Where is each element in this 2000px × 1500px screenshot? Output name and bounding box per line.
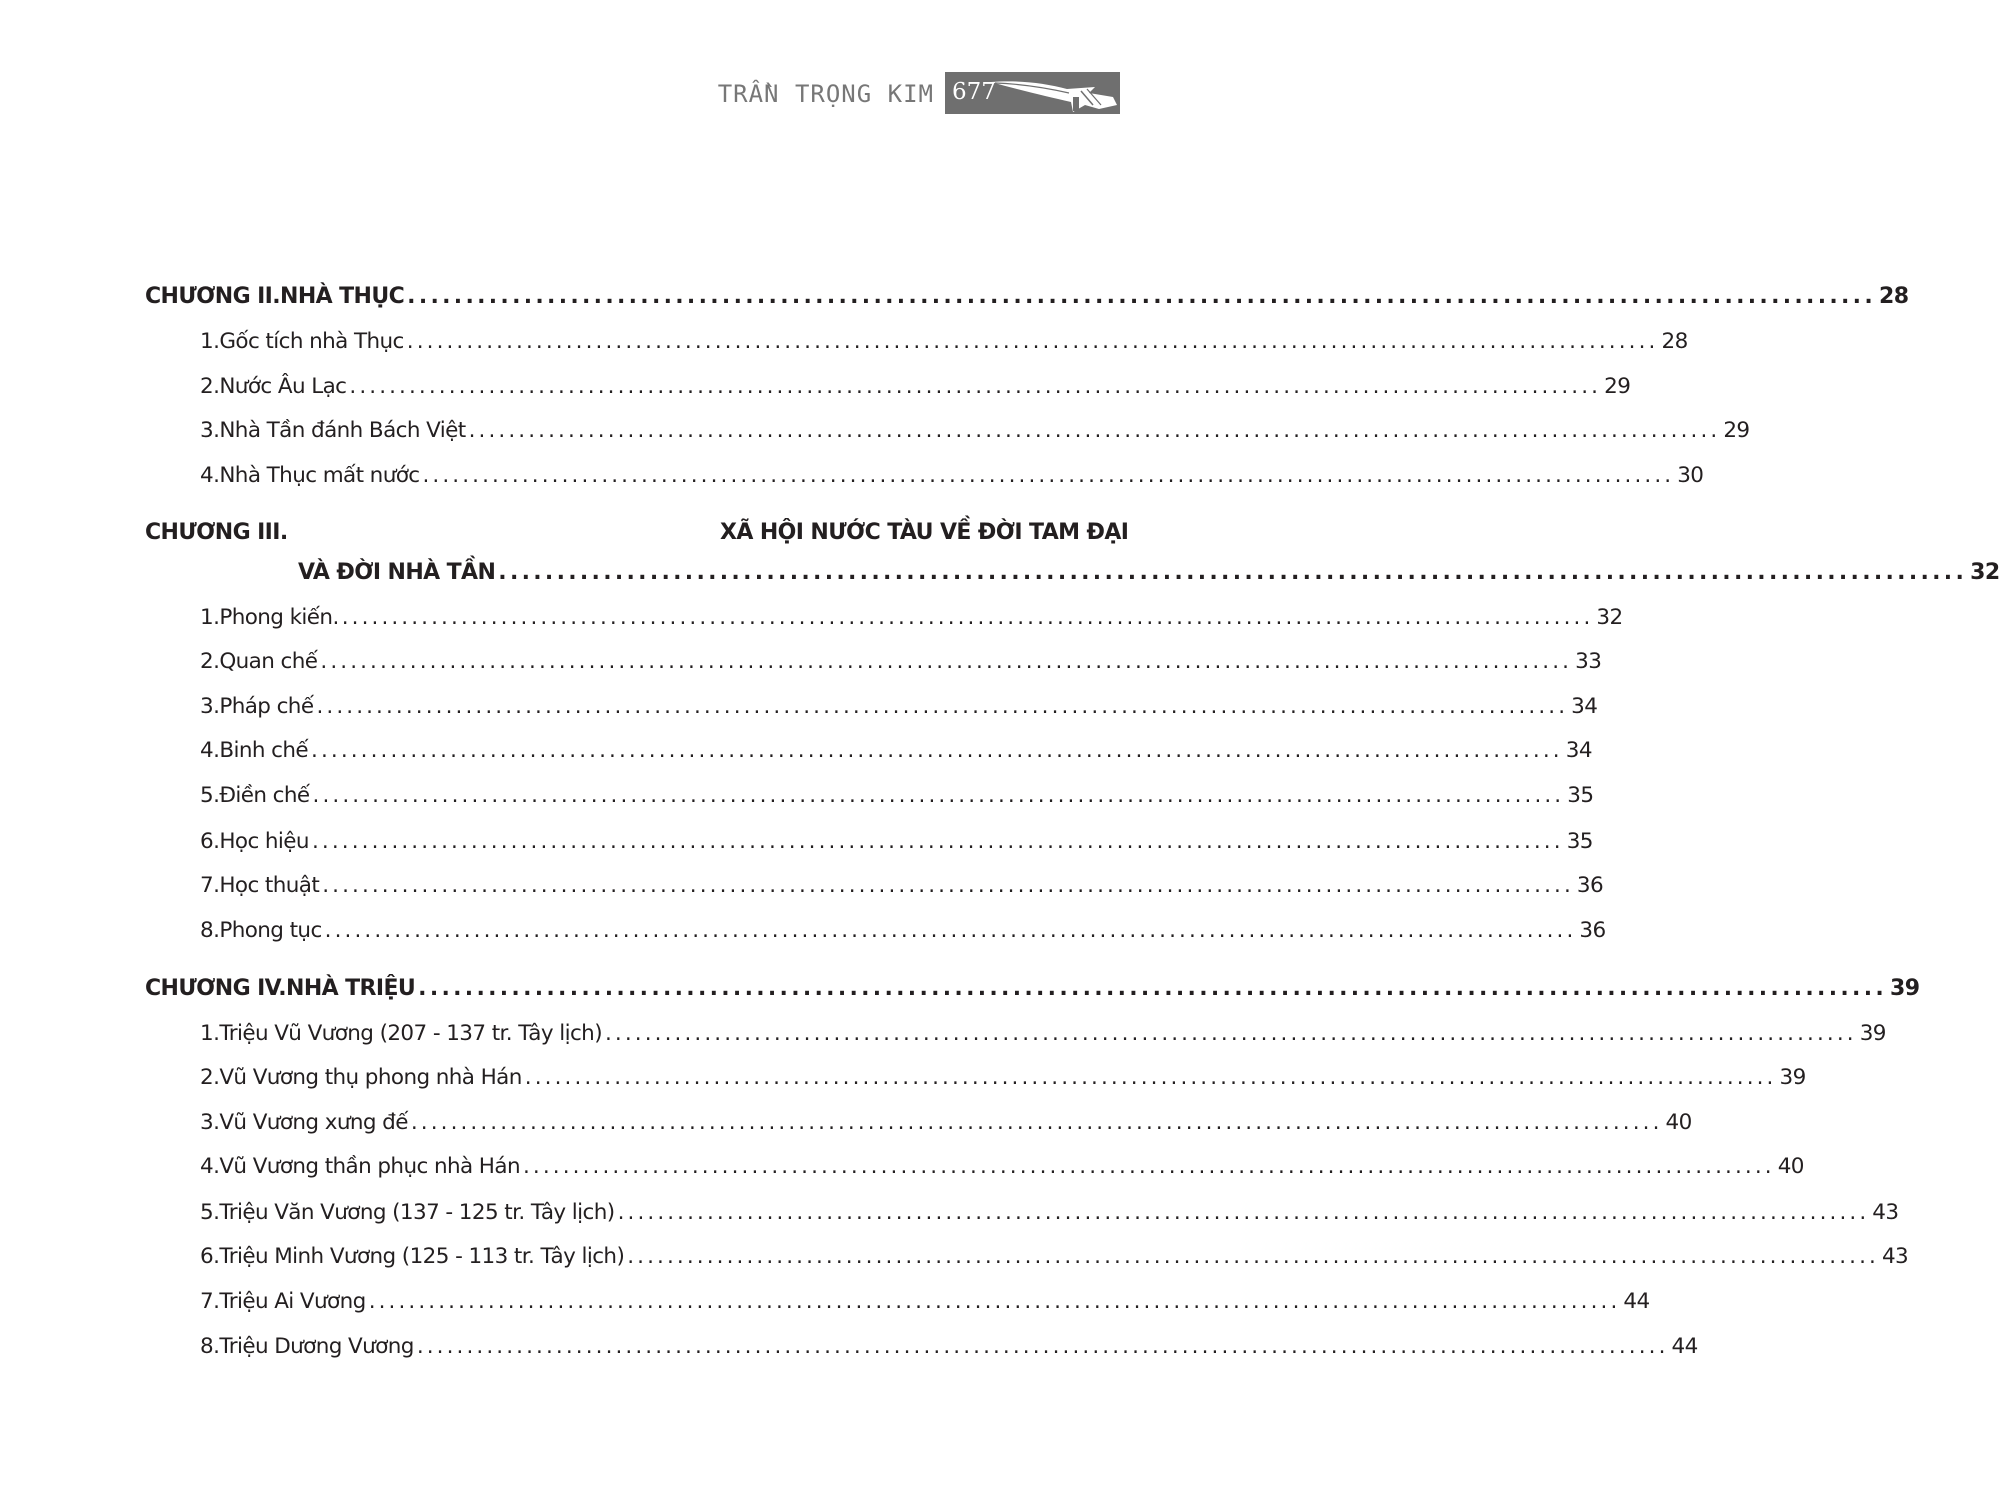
chapter-page: 28 (1879, 284, 1909, 309)
toc-entry (200, 374, 1631, 399)
entry-title: Binh chế (219, 738, 309, 763)
entry-page: 39 (1859, 1021, 1886, 1046)
entry-title: Vũ Vương thụ phong nhà Hán (219, 1065, 522, 1090)
page-number-tab (945, 72, 1120, 114)
toc-entry (200, 1110, 1692, 1135)
toc-entry (200, 829, 1593, 854)
chapter-label: CHƯƠNG IV. (145, 976, 287, 1001)
dot-leader: .............................................................................................................................. (605, 1021, 1857, 1046)
entry-number: 3. (200, 694, 220, 719)
entry-page: 44 (1671, 1334, 1698, 1359)
dot-leader: .............................................................................................................................. (418, 976, 1888, 1001)
entry-title: Triệu Ai Vương (219, 1289, 366, 1314)
entry-number: 4. (200, 463, 220, 488)
entry-number: 1. (200, 1021, 220, 1046)
toc-entry (200, 605, 1623, 630)
entry-page: 29 (1723, 418, 1750, 443)
entry-number: 2. (200, 649, 220, 674)
entry-title: Gốc tích nhà Thục (219, 329, 404, 354)
toc-entry (200, 873, 1604, 898)
entry-title: Nước Âu Lạc (219, 374, 347, 399)
toc-entry (200, 1334, 1698, 1359)
toc-entry (200, 694, 1598, 719)
entry-title: Triệu Văn Vương (137 - 125 tr. Tây lịch) (219, 1200, 615, 1225)
entry-number: 8. (200, 918, 220, 943)
entry-number: 4. (200, 738, 220, 763)
dot-leader: .............................................................................................................................. (311, 829, 1564, 854)
entry-title: Vũ Vương thần phục nhà Hán (219, 1154, 520, 1179)
entry-title: Nhà Tần đánh Bách Việt (219, 418, 466, 443)
entry-number: 6. (200, 829, 220, 854)
toc-entry (200, 1021, 1886, 1046)
dot-leader: .............................................................................................................................. (524, 1065, 1777, 1090)
chapter-title: NHÀ THỤC (280, 284, 405, 309)
toc-entry (200, 418, 1750, 443)
entry-title: Triệu Vũ Vương (207 - 137 tr. Tây lịch) (219, 1021, 602, 1046)
dot-leader: .............................................................................................................................. (410, 1110, 1663, 1135)
entry-title: Pháp chế (219, 694, 314, 719)
toc-entry (200, 738, 1592, 763)
dot-leader: .............................................................................................................................. (341, 605, 1594, 630)
toc-chapter-3 (298, 560, 2000, 585)
entry-page: 44 (1623, 1289, 1650, 1314)
chapter-page: 39 (1890, 976, 1920, 1001)
entry-number: 1. (200, 605, 220, 630)
entry-page: 29 (1604, 374, 1631, 399)
chapter-title: VÀ ĐỜI NHÀ TẦN (298, 560, 496, 585)
toc-entry (200, 783, 1594, 808)
entry-title: Triệu Minh Vương (125 - 113 tr. Tây lịch) (219, 1244, 625, 1269)
dot-leader: .............................................................................................................................. (422, 463, 1675, 488)
entry-number: 1. (200, 329, 220, 354)
entry-page: 33 (1575, 649, 1602, 674)
dot-leader: .............................................................................................................................. (627, 1244, 1879, 1269)
toc-entry (200, 1289, 1650, 1314)
toc-entry (200, 1200, 1899, 1225)
header-author: TRẦN TRỌNG KIM (717, 80, 934, 108)
chapter-page: 32 (1970, 560, 2000, 585)
dot-leader: .............................................................................................................................. (406, 329, 1659, 354)
chapter-label: CHƯƠNG II. (145, 284, 281, 309)
entry-title: Quan chế (219, 649, 318, 674)
entry-number: 2. (200, 1065, 220, 1090)
entry-page: 36 (1579, 918, 1606, 943)
chapter-3-title-line1: XÃ HỘI NƯỚC TÀU VỀ ĐỜI TAM ĐẠI (720, 520, 1129, 545)
entry-number: 8. (200, 1334, 220, 1359)
dot-leader: .............................................................................................................................. (368, 1289, 1621, 1314)
entry-page: 34 (1565, 738, 1592, 763)
dot-leader: .............................................................................................................................. (498, 560, 1968, 585)
dot-leader: .............................................................................................................................. (324, 918, 1577, 943)
entry-title: Học thuật (219, 873, 320, 898)
entry-number: 5. (200, 783, 220, 808)
entry-page: 40 (1777, 1154, 1804, 1179)
entry-page: 43 (1881, 1244, 1909, 1269)
toc-entry (200, 918, 1606, 943)
toc-entry (200, 649, 1602, 674)
entry-page: 30 (1677, 463, 1704, 488)
dot-leader: .............................................................................................................................. (311, 738, 1563, 763)
toc-entry (200, 463, 1704, 488)
dot-leader: .............................................................................................................................. (349, 374, 1602, 399)
toc-chapter-4 (145, 976, 1920, 1001)
entry-number: 3. (200, 1110, 220, 1135)
entry-title: Phong tục (219, 918, 322, 943)
entry-number: 4. (200, 1154, 220, 1179)
dot-leader: .............................................................................................................................. (316, 694, 1569, 719)
dot-leader: .............................................................................................................................. (322, 873, 1574, 898)
entry-page: 43 (1872, 1200, 1899, 1225)
entry-title: Học hiệu (219, 829, 309, 854)
dot-leader: .............................................................................................................................. (407, 284, 1876, 309)
dot-leader: .............................................................................................................................. (320, 649, 1573, 674)
entry-title: Triệu Dương Vương (219, 1334, 414, 1359)
dot-leader: .............................................................................................................................. (617, 1200, 1870, 1225)
entry-page: 32 (1596, 605, 1623, 630)
entry-title: Nhà Thục mất nước (219, 463, 420, 488)
entry-page: 35 (1566, 829, 1593, 854)
quill-pen-icon (989, 75, 1120, 113)
toc-entry (200, 1154, 1804, 1179)
entry-number: 2. (200, 374, 220, 399)
entry-title: Điền chế (219, 783, 310, 808)
entry-page: 35 (1567, 783, 1594, 808)
dot-leader: .............................................................................................................................. (312, 783, 1565, 808)
dot-leader: .............................................................................................................................. (468, 418, 1721, 443)
entry-page: 39 (1779, 1065, 1806, 1090)
entry-number: 3. (200, 418, 220, 443)
dot-leader: .............................................................................................................................. (416, 1334, 1669, 1359)
toc-entry (200, 1244, 1909, 1269)
entry-number: 6. (200, 1244, 220, 1269)
dot-leader: .............................................................................................................................. (522, 1154, 1775, 1179)
toc-chapter-2 (145, 284, 1909, 309)
entry-number: 5. (200, 1200, 220, 1225)
chapter-3-label: CHƯƠNG III. (145, 520, 288, 545)
entry-page: 28 (1661, 329, 1688, 354)
entry-title: Phong kiến. (219, 605, 339, 630)
chapter-title: NHÀ TRIỆU (286, 976, 416, 1001)
toc-entry (200, 329, 1688, 354)
running-header (0, 72, 1120, 114)
entry-number: 7. (200, 1289, 220, 1314)
toc-entry (200, 1065, 1806, 1090)
entry-title: Vũ Vương xưng đế (219, 1110, 408, 1135)
entry-number: 7. (200, 873, 220, 898)
entry-page: 36 (1576, 873, 1604, 898)
entry-page: 34 (1571, 694, 1598, 719)
entry-page: 40 (1665, 1110, 1692, 1135)
page-number: 677 (952, 79, 996, 105)
